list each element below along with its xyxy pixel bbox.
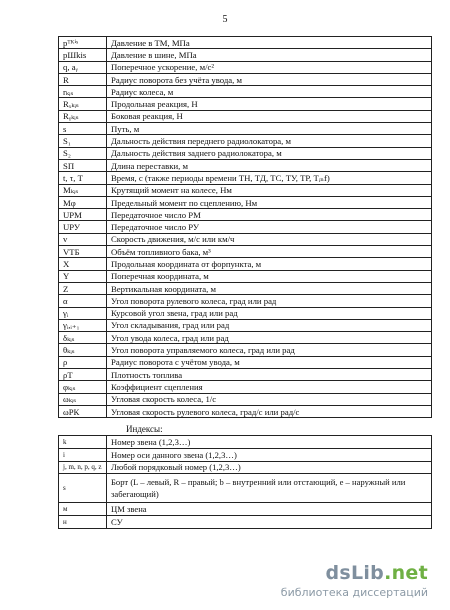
symbol-cell: ρТ: [59, 369, 107, 381]
watermark: [281, 562, 428, 599]
description-cell: Дальность действия переднего радиолокатора, м: [107, 135, 432, 147]
description-cell: Передаточное число РМ: [107, 209, 432, 221]
description-cell: Курсовой угол звена, град или рад: [107, 307, 432, 319]
symbol-cell: UРУ: [59, 221, 107, 233]
table-row: [59, 172, 432, 184]
description-cell: Скорость движения, м/с или км/ч: [107, 233, 432, 245]
description-cell: Путь, м: [107, 123, 432, 135]
description-cell: Объём топливного бака, м³: [107, 246, 432, 258]
description-cell: Плотность топлива: [107, 369, 432, 381]
description-cell: Угол поворота рулевого колеса, град или рад: [107, 295, 432, 307]
table-row: [59, 123, 432, 135]
description-cell: Номер оси данного звена (1,2,3…): [107, 448, 432, 461]
symbol-cell: S₂: [59, 147, 107, 159]
symbol-cell: s: [59, 123, 107, 135]
description-cell: Крутящий момент на колесе, Нм: [107, 184, 432, 196]
description-cell: Угловая скорость рулевого колеса, град/с или рад/с: [107, 405, 432, 417]
table-row: [59, 295, 432, 307]
description-cell: СУ: [107, 516, 432, 529]
symbol-cell: R: [59, 73, 107, 85]
table-row: [59, 448, 432, 461]
description-cell: Давление в шине, МПа: [107, 49, 432, 61]
symbol-cell: S₁: [59, 135, 107, 147]
symbol-cell: pШkis: [59, 49, 107, 61]
symbol-cell: θₖᵢₛ: [59, 344, 107, 356]
description-cell: Давление в ТМ, МПа: [107, 37, 432, 49]
table-row: [59, 436, 432, 449]
symbol-cell: Rᵧₖᵢₛ: [59, 110, 107, 122]
indices-table: [58, 435, 432, 529]
table-row: [59, 246, 432, 258]
table-row: [59, 381, 432, 393]
table-row: [59, 196, 432, 208]
table-row: [59, 405, 432, 417]
table-row: [59, 61, 432, 73]
symbol-cell: s: [59, 474, 107, 503]
description-cell: Боковая реакция, Н: [107, 110, 432, 122]
symbol-cell: м: [59, 503, 107, 516]
table-row: [59, 37, 432, 49]
description-cell: Угол поворота управляемого колеса, град или рад: [107, 344, 432, 356]
indices-table-body: [59, 436, 432, 529]
symbol-cell: γᵢ,ᵢ₊₁: [59, 319, 107, 331]
description-cell: Угол увода колеса, град или рад: [107, 332, 432, 344]
symbols-table: [58, 36, 432, 418]
symbol-cell: i: [59, 448, 107, 461]
table-row: [59, 344, 432, 356]
symbol-cell: φₖᵢₛ: [59, 381, 107, 393]
symbol-cell: γᵢ: [59, 307, 107, 319]
description-cell: Радиус колеса, м: [107, 86, 432, 98]
description-cell: Передаточное число РУ: [107, 221, 432, 233]
watermark-brand-main: dsLib: [325, 562, 385, 584]
table-row: [59, 307, 432, 319]
table-row: [59, 233, 432, 245]
description-cell: Продольная координата от форпункта, м: [107, 258, 432, 270]
description-cell: Любой порядковый номер (1,2,3…): [107, 461, 432, 474]
symbol-cell: UРМ: [59, 209, 107, 221]
description-cell: Угловая скорость колеса, 1/с: [107, 393, 432, 405]
watermark-brand-accent: .net: [384, 562, 428, 584]
symbol-cell: Mₖᵢₛ: [59, 184, 107, 196]
description-cell: Коэффициент сцепления: [107, 381, 432, 393]
description-cell: Дальность действия заднего радиолокатора, м: [107, 147, 432, 159]
table-row: [59, 461, 432, 474]
table-row: [59, 516, 432, 529]
symbol-cell: t, τ, T: [59, 172, 107, 184]
symbol-cell: Z: [59, 282, 107, 294]
description-cell: Радиус поворота без учёта увода, м: [107, 73, 432, 85]
symbol-cell: ρ: [59, 356, 107, 368]
symbol-cell: X: [59, 258, 107, 270]
description-cell: Номер звена (1,2,3…): [107, 436, 432, 449]
description-cell: Продольная реакция, Н: [107, 98, 432, 110]
symbol-cell: v: [59, 233, 107, 245]
table-row: [59, 49, 432, 61]
indices-heading: Индексы:: [126, 424, 163, 434]
description-cell: Предельный момент по сцеплению, Нм: [107, 196, 432, 208]
symbol-cell: δₖᵢₛ: [59, 332, 107, 344]
table-row: [59, 159, 432, 171]
table-row: [59, 503, 432, 516]
table-row: [59, 86, 432, 98]
symbol-cell: VТБ: [59, 246, 107, 258]
symbols-table-body: [59, 37, 432, 418]
description-cell: Борт (L – левый, R – правый; b – внутренний или отстающий, e – наружный или забегающий): [107, 474, 432, 503]
description-cell: Радиус поворота с учётом увода, м: [107, 356, 432, 368]
symbol-cell: k: [59, 436, 107, 449]
table-row: [59, 110, 432, 122]
symbol-cell: rₖᵢₛ: [59, 86, 107, 98]
table-row: [59, 147, 432, 159]
table-row: [59, 474, 432, 503]
page-number: 5: [222, 14, 228, 25]
symbol-cell: Y: [59, 270, 107, 282]
symbol-cell: SП: [59, 159, 107, 171]
table-row: [59, 184, 432, 196]
symbol-cell: q, aᵧ: [59, 61, 107, 73]
symbol-cell: Rₓₖᵢₛ: [59, 98, 107, 110]
description-cell: Время, с (также периоды времени TН, TД, TС, TУ, TР, Tᵢₙf): [107, 172, 432, 184]
table-row: [59, 319, 432, 331]
symbol-cell: α: [59, 295, 107, 307]
symbol-cell: ωₖᵢₛ: [59, 393, 107, 405]
table-row: [59, 135, 432, 147]
symbol-cell: j, m, n, p, q, z: [59, 461, 107, 474]
description-cell: Длина переставки, м: [107, 159, 432, 171]
symbol-cell: Mφ: [59, 196, 107, 208]
description-cell: Угол складывания, град или рад: [107, 319, 432, 331]
watermark-logo: [281, 562, 428, 584]
symbol-cell: ωРК: [59, 405, 107, 417]
description-cell: Вертикальная координата, м: [107, 282, 432, 294]
table-row: [59, 282, 432, 294]
watermark-subtitle: библиотека диссертаций: [280, 586, 428, 599]
table-row: [59, 221, 432, 233]
table-row: [59, 270, 432, 282]
symbol-cell: н: [59, 516, 107, 529]
description-cell: ЦМ звена: [107, 503, 432, 516]
description-cell: Поперечная координата, м: [107, 270, 432, 282]
description-cell: Поперечное ускорение, м/с²: [107, 61, 432, 73]
table-row: [59, 73, 432, 85]
symbol-cell: pᵀᴷⁱˢ: [59, 37, 107, 49]
table-row: [59, 356, 432, 368]
table-row: [59, 369, 432, 381]
table-row: [59, 332, 432, 344]
table-row: [59, 209, 432, 221]
table-row: [59, 98, 432, 110]
table-row: [59, 258, 432, 270]
table-row: [59, 393, 432, 405]
